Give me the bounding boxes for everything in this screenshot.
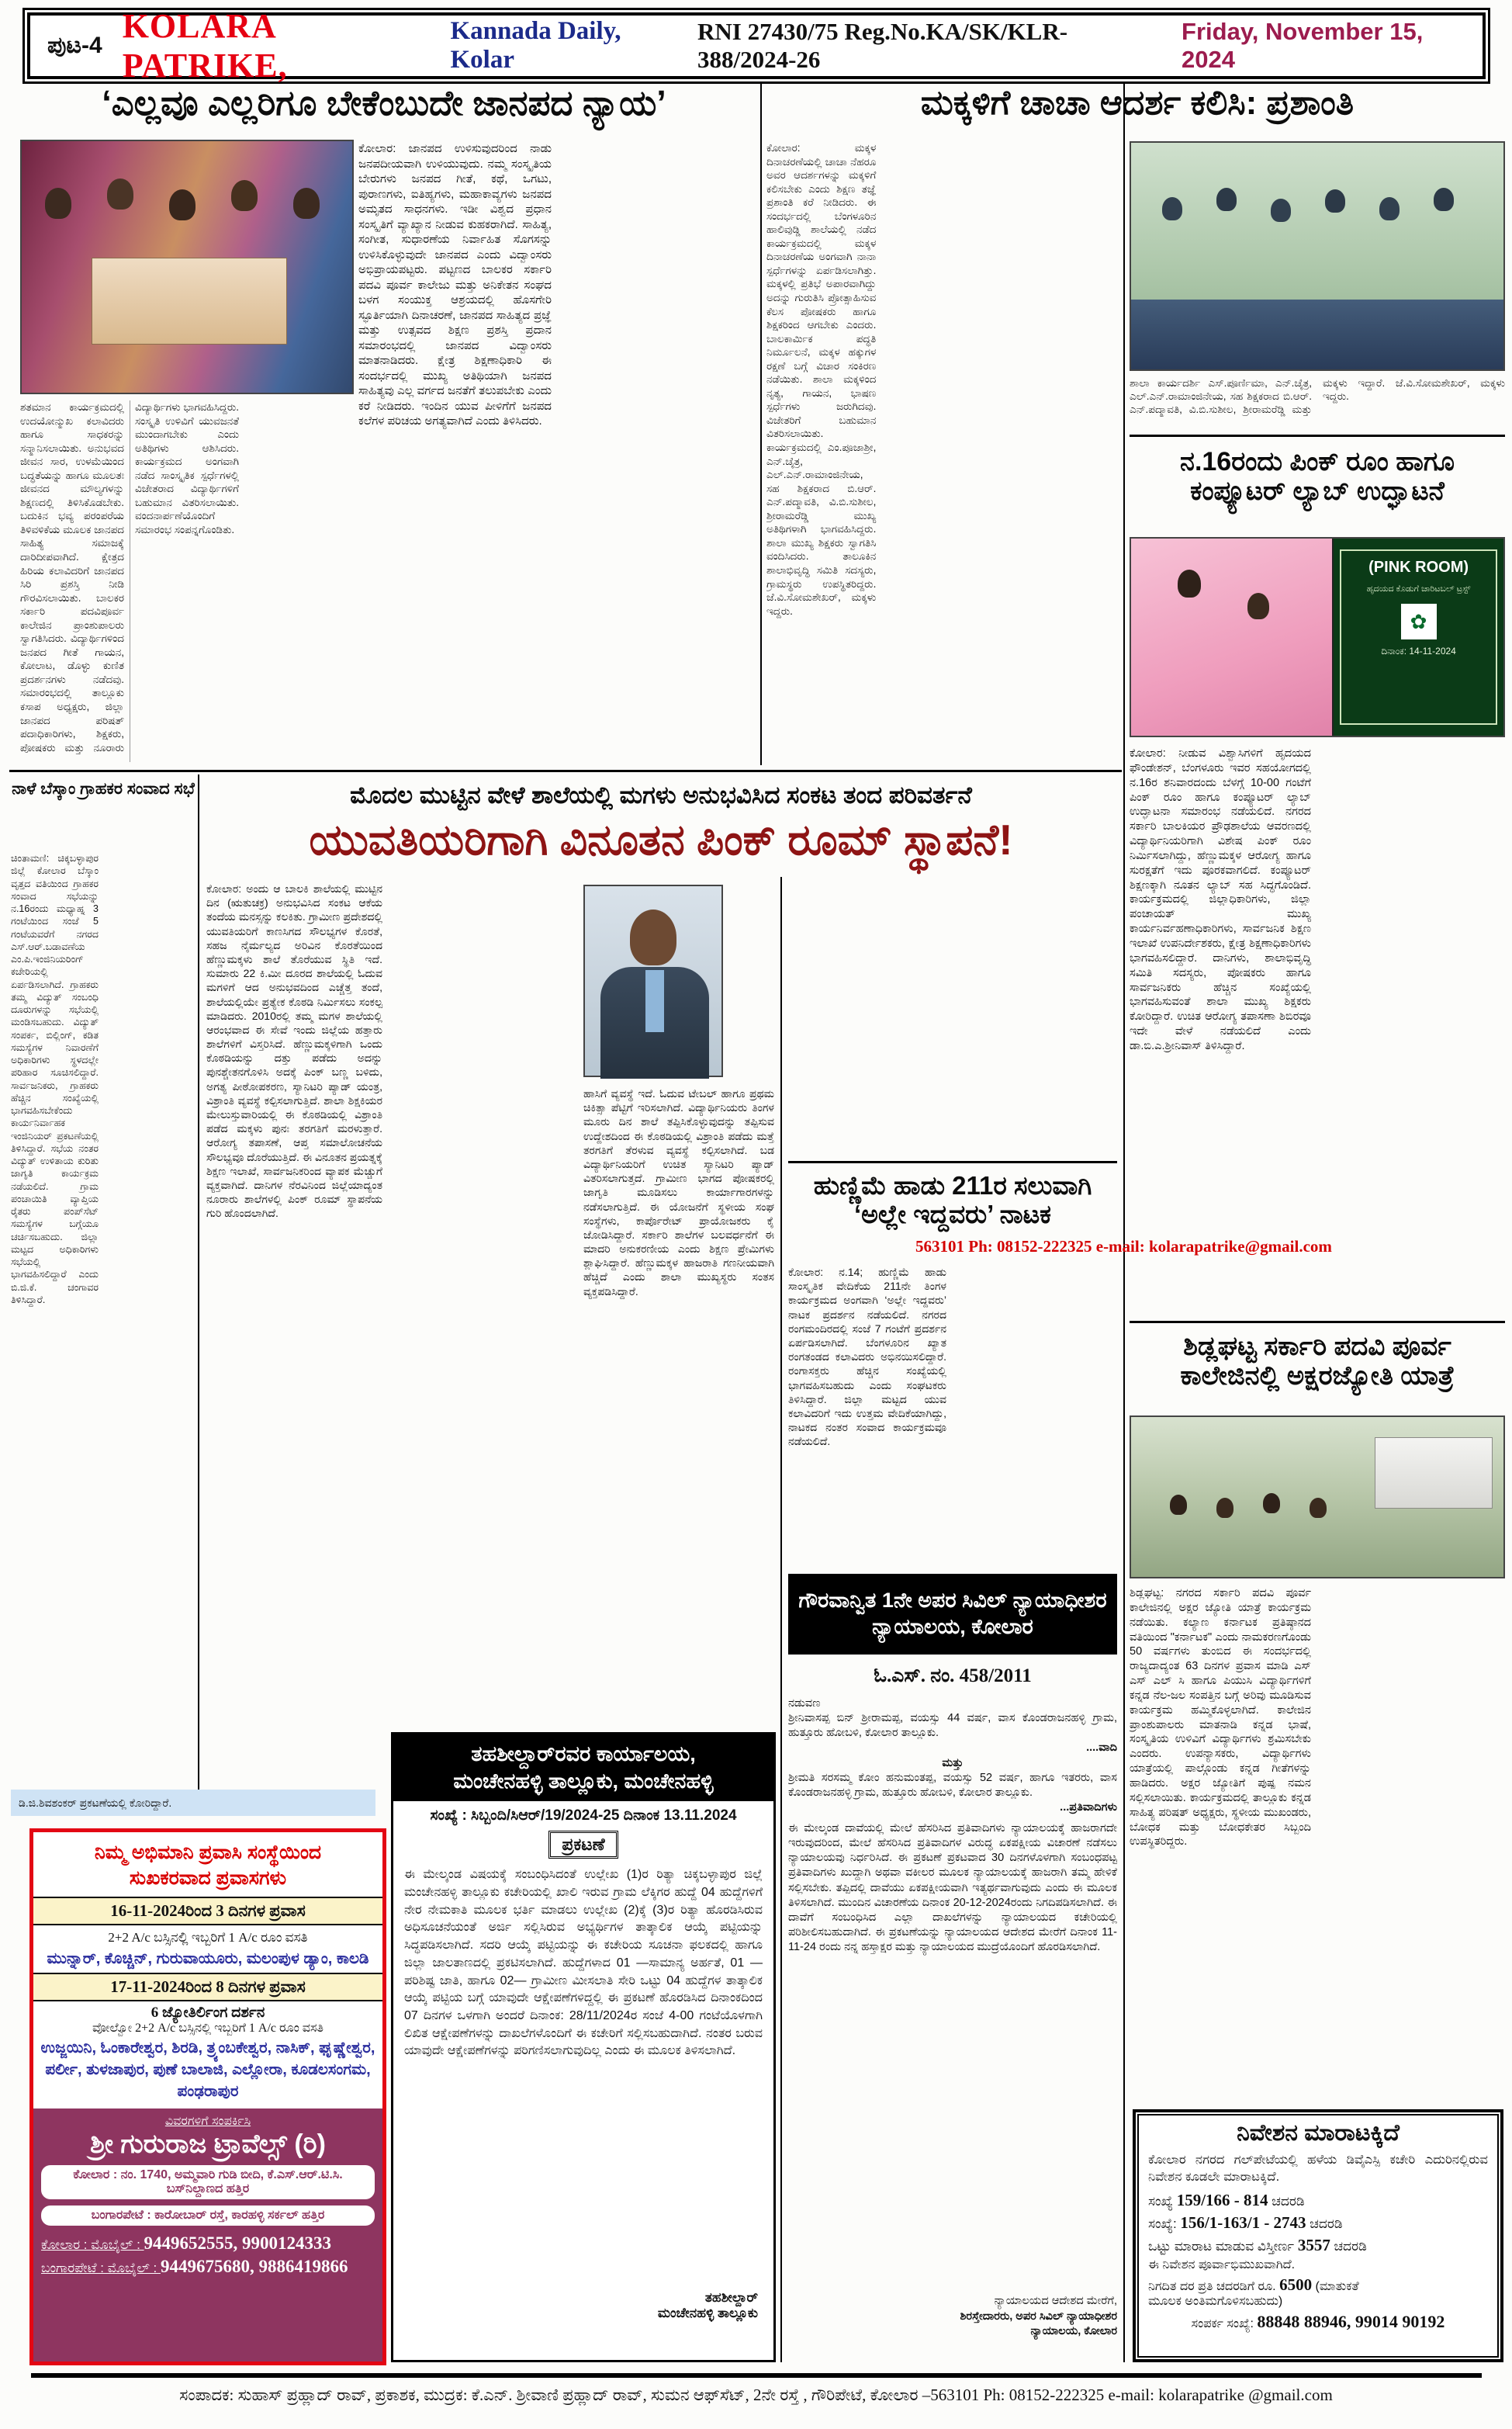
travel-tour2-date-band: 17-11-2024ರಿಂದ 8 ದಿನಗಳ ಪ್ರವಾಸ [33, 1973, 382, 2001]
story-end-highlight: ಡಿ.ಜಿ.ಶಿವಶಂಕರ್ ಪ್ರಕಟಣೆಯಲ್ಲಿ ಕೋರಿದ್ದಾರೆ. [11, 1790, 375, 1816]
court-notice-body: ನಡುವಣ ಶ್ರೀನಿವಾಸಪ್ಪ ಬಿನ್ ಶ್ರೀರಾಮಪ್ಪ, ವಯಸ್ಸು 44 ವರ್ಷ, ವಾಸ ಕೊಂಡರಾಜನಹಳ್ಳಿ ಗ್ರಾಮ, ಹುತ್ತೂರು ಹೋಬಳಿ, ಕೋಲಾರ ತಾಲ್ಲೂಕು. ....ವಾದಿ ಮತ್ತು ಶ್ರೀಮತಿ ಸರಸಮ್ಮ ಕೋಂ ಹನುಮಂತಪ್ಪ, ವಯಸ್ಸು 52 ವರ್ಷ, ಹಾಗೂ ಇತರರು, ವಾಸ ಕೊಂಡರಾಜನಹಳ್ಳಿ ಗ್ರಾಮ, ಹುತ್ತೂರು ಹೋಬಳಿ, ಕೋಲಾರ ತಾಲ್ಲೂಕು. ...ಪ್ರತಿವಾದಿಗಳು ಈ ಮೇಲ್ಕಂಡ ದಾವೆಯಲ್ಲಿ ಮೇಲೆ ಹೆಸರಿಸಿದ ಪ್ರತಿವಾದಿಗಳು ನ್ಯಾಯಾಲಯಕ್ಕೆ ಹಾಜರಾಗದೇ ಇರುವುದರಿಂದ, ಮೇಲೆ ಹೆಸರಿಸಿದ ಪ್ರತಿವಾದಿಗಳ ವಿರುದ್ಧ ಏಕಪಕ್ಷೀಯ ವಿಚಾರಣೆ ನಡೆಸಲು ನ್ಯಾಯಾಲಯವು ನಿರ್ಧರಿಸಿದೆ. ಈ ಪ್ರಕಟಣೆ ಪ್ರಕಟವಾದ 30 ದಿನಗಳೊಳಗಾಗಿ ಸಂಬಂಧಪಟ್ಟ ಪ್ರತಿವಾದಿಗಳು ಖುದ್ದಾಗಿ ಅಥವಾ ವಕೀಲರ ಮೂಲಕ ನ್ಯಾಯಾಲಯಕ್ಕೆ ಹಾಜರಾಗಿ ತಮ್ಮ ಹೇಳಿಕೆ ಸಲ್ಲಿಸಬೇಕು. ತಪ್ಪಿದಲ್ಲಿ ದಾವೆಯು ಏಕಪಕ್ಷೀಯವಾಗಿ ಇತ್ಯರ್ಥವಾಗುವುದು ಎಂದು ಈ ಮೂಲಕ ತಿಳಿಸಲಾಗಿದೆ. ಮುಂದಿನ ವಿಚಾರಣೆಯ ದಿನಾಂಕ 20-12-2024ರಂದು ನಿಗದಿಪಡಿಸಲಾಗಿದೆ. ಈ ದಾವೆಗೆ ಸಂಬಂಧಿಸಿದ ಎಲ್ಲಾ ದಾಖಲೆಗಳನ್ನು ನ್ಯಾಯಾಲಯದ ಕಚೇರಿಯಲ್ಲಿ ಪರಿಶೀಲಿಸಬಹುದಾಗಿದೆ. ಈ ಪ್ರಕಟಣೆಯನ್ನು ನ್ಯಾಯಾಲಯದ ಆದೇಶದ ಮೇರೆಗೆ ದಿನಾಂಕ 11-11-24 ರಂದು ನನ್ನ ಹಸ್ತಾಕ್ಷರ ಮತ್ತು ನ್ಯಾಯಾಲಯದ ಮುದ್ರೆಯೊಂದಿಗೆ ಹೊರಡಿಸಲಾಗಿದೆ. [788, 1697, 1117, 1953]
tahsildar-notice-box [391, 1732, 776, 2362]
headline-folk-justice: ‘ಎಲ್ಲವೂ ಎಲ್ಲರಿಗೂ ಬೇಕೆಂಬುದೇ ಜಾನಪದ ನ್ಯಾಯ’ [102, 83, 666, 123]
notice-label: ಪ್ರಕಟಣೆ [548, 1831, 618, 1859]
pink-room-plaque-line: ಹೃದಯದ ಕೊಡುಗೆ ಚಾರಿಟಬಲ್ ಟ್ರಸ್ಟ್ [1366, 584, 1471, 594]
footer-rule [31, 2373, 1482, 2378]
travel-phone-bangarpet: ಬಂಗಾರಪೇಟೆ : ಮೊಬೈಲ್ : 9449675680, 9886419866 [41, 2256, 348, 2276]
travel-brand-name: ಶ್ರೀ ಗುರುರಾಜ ಟ್ರಾವೆಲ್ಸ್ (ರಿ) [90, 2129, 326, 2159]
section-rule [1130, 435, 1505, 437]
tahsildar-ref-line: ಸಂಖ್ಯೆ : ಸಿಬ್ಬಂದಿ/ಸಿಆರ್/19/2024-25 ದಿನಾಂಕ 13.11.2024 [430, 1807, 737, 1824]
photo-college-group [1130, 1415, 1505, 1578]
photo-children-group [1130, 141, 1505, 371]
headline-bescom-meeting: ನಾಳೆ ಬೆಸ್ಕಾಂ ಗ್ರಾಹಕರ ಸಂವಾದ ಸಭೆ [12, 780, 195, 798]
travel-tour2-note: ವೋಲ್ವೋ 2+2 A/c ಬಸ್ಸಿನಲ್ಲಿ ಇಬ್ಬರಿಗೆ 1 A/c ರೂಂ ವಸತಿ [92, 2022, 324, 2035]
headline-chacha-ideals: ಮಕ್ಕಳಿಗೆ ಚಾಚಾ ಆದರ್ಶ ಕಲಿಸಿ: ಪ್ರಶಾಂತಿ [920, 84, 1355, 122]
site-ad-line4: ಈ ನಿವೇಶನ ಪೂರ್ವಾಭಿಮುಖವಾಗಿದೆ. [1148, 2257, 1296, 2271]
photo-folk-stage-group [20, 140, 354, 394]
rni-registration: RNI 27430/75 Reg.No.KA/SK/KLR-388/2024-26 [697, 18, 1068, 73]
page-number-label: ಪುಟ-4 [47, 33, 102, 58]
aksharajyothi-story-body: ಶಿಡ್ಲಘಟ್ಟ: ನಗರದ ಸರ್ಕಾರಿ ಪದವಿ ಪೂರ್ವ ಕಾಲೇಜಿನಲ್ಲಿ ಅಕ್ಷರ ಜ್ಯೋತಿ ಯಾತ್ರೆ ಕಾರ್ಯಕ್ರಮ ನಡೆಯಿತು. ಕಲ್ಯಾಣ ಕರ್ನಾಟಕ ಪ್ರತಿಷ್ಠಾನದ ವತಿಯಿಂದ "ಕರ್ನಾಟಕ" ಎಂದು ನಾಮಕರಣಗೊಂಡು 50 ವರ್ಷಗಳು ತುಂಬಿದ ಈ ಸಂದರ್ಭದಲ್ಲಿ ರಾಜ್ಯದಾದ್ಯಂತ 63 ದಿನಗಳ ಪ್ರವಾಸ ಮಾಡಿ ಎಸ್ ಎಸ್ ಎಲ್ ಸಿ ಹಾಗೂ ಪಿಯುಸಿ ವಿದ್ಯಾರ್ಥಿಗಳಿಗೆ ಕನ್ನಡ ನೆಲ-ಜಲ ಸಂಪತ್ತಿನ ಬಗ್ಗೆ ಅರಿವು ಮೂಡಿಸುವ ಕಾರ್ಯಕ್ರಮ ಹಮ್ಮಿಕೊಳ್ಳಲಾಗಿದೆ. ಕಾಲೇಜಿನ ಪ್ರಾಂಶುಪಾಲರು ಮಾತನಾಡಿ ಕನ್ನಡ ಭಾಷೆ, ಸಂಸ್ಕೃತಿಯ ಉಳಿವಿಗೆ ವಿದ್ಯಾರ್ಥಿಗಳು ಶ್ರಮಿಸಬೇಕು ಎಂದರು. ಉಪನ್ಯಾಸಕರು, ವಿದ್ಯಾರ್ಥಿಗಳು ಯಾತ್ರೆಯಲ್ಲಿ ಪಾಲ್ಗೊಂಡು ಕನ್ನಡ ಗೀತೆಗಳನ್ನು ಹಾಡಿದರು. ಅಕ್ಷರ ಜ್ಯೋತಿಗೆ ಪುಷ್ಪ ನಮನ ಸಲ್ಲಿಸಲಾಯಿತು. ಕಾರ್ಯಕ್ರಮದಲ್ಲಿ ತಾಲ್ಲೂಕು ಕನ್ನಡ ಸಾಹಿತ್ಯ ಪರಿಷತ್ ಅಧ್ಯಕ್ಷರು, ಸ್ಥಳೀಯ ಮುಖಂಡರು, ಬೋಧಕ ಮತ್ತು ಬೋಧಕೇತರ ಸಿಬ್ಬಂದಿ ಉಪಸ್ಥಿತರಿದ್ದರು. [1130, 1587, 1311, 1849]
column-divider [780, 877, 782, 2362]
pink-room-plaque-date: ದಿನಾಂಕ: 14-11-2024 [1381, 645, 1456, 657]
travel-contact-label: ವಿವರಗಳಿಗೆ ಸಂಪರ್ಕಿಸಿ [164, 2115, 251, 2128]
site-ad-line1: ಸಂಖ್ಯೆ 159/166 - 814 ಚದರಡಿ [1148, 2190, 1305, 2209]
travel-address-bangarpet: ಬಂಗಾರಪೇಟೆ : ಕಾರೋಬಾರ್ ರಸ್ತೆ, ಕಾರಹಳ್ಳಿ ಸರ್ಕಲ್ ಹತ್ತಿರ [41, 2206, 375, 2226]
travel-phone-kolar: ಕೋಲಾರ : ಮೊಬೈಲ್ : 9449652555, 9900124333 [41, 2233, 332, 2253]
press-watermark-line: 563101 Ph: 08152-222325 e-mail: kolarapatrike@gmail.com [915, 1237, 1332, 1256]
travel-tour1-note: 2+2 A/c ಬಸ್ಸಿನಲ್ಲಿ ಇಬ್ಬರಿಗೆ 1 A/c ರೂಂ ವಸತಿ [108, 1930, 308, 1945]
imprint-line: ಸಂಪಾದಕ: ಸುಹಾಸ್ ಪ್ರಹ್ಲಾದ್ ರಾವ್, ಪ್ರಕಾಶಕ, ಮುದ್ರಕ: ಕೆ.ಎನ್. ಶ್ರೀವಾಣಿ ಪ್ರಹ್ಲಾದ್ ರಾವ್, ಸುಮನ ಆಫ್‌ಸೆಟ್, 2ನೇ ರಸ್ತೆ , ಗೌರಿಪೇಟೆ, ಕೋಲಾರ –563101 Ph: 08152-222325 e-mail: kolarapatrike @gmail.com [179, 2386, 1333, 2404]
section-rule [1130, 1321, 1505, 1323]
travel-tour2-places: ಉಜ್ಜಯಿನಿ, ಓಂಕಾರೇಶ್ವರ, ಶಿರಡಿ, ತ್ರ್ಯಂಬಕೇಶ್ವರ, ನಾಸಿಕ್, ಘೃಷ್ಣೇಶ್ವರ, ಪರ್ಲೀ, ತುಳಜಾಪುರ, ಪುಣೆ ಬಾಲಾಜಿ, ಎಲ್ಲೋರಾ, ಕೂಡಲಸಂಗಮ, ಪಂಢರಾಪುರ [40, 2039, 375, 2100]
travel-tour1-places: ಮುನ್ನಾರ್, ಕೊಚ್ಚಿನ್, ಗುರುವಾಯೂರು, ಮಲಂಪುಳ ಡ್ಯಾಂ, ಕಾಲಡಿ [47, 1950, 369, 1967]
section-rule [9, 770, 1122, 772]
paper-brand: KOLARA PATRIKE, [122, 7, 288, 85]
tahsildar-notice-body: ಈ ಮೇಲ್ಕಂಡ ವಿಷಯಕ್ಕೆ ಸಂಬಂಧಿಸಿದಂತೆ ಉಲ್ಲೇಖ (1)ರ ರಿತ್ಯಾ ಚಿಕ್ಕಬಳ್ಳಾಪುರ ಜಿಲ್ಲೆ ಮಂಚೇನಹಳ್ಳಿ ತಾಲ್ಲೂಕು ಕಚೇರಿಯಲ್ಲಿ ಖಾಲಿ ಇರುವ ಗ್ರಾಮ ಲೆಕ್ಕಿಗರ ಹುದ್ದೆ 04 ಹುದ್ದೆಗಳಿಗೆ ನೇರ ನೇಮಕಾತಿ ಮೂಲಕ ಭರ್ತಿ ಮಾಡಲು ಉಲ್ಲೇಖ (2)ಕ್ಕೆ (3)ರ ರಿತ್ಯಾ ಹೊರಡಿಸಿರುವ ಅಧಿಸೂಚನೆಯಂತೆ ಅರ್ಜಿ ಸಲ್ಲಿಸಿರುವ ಅಭ್ಯರ್ಥಿಗಳ ತಾತ್ಕಾಲಿಕ ಆಯ್ಕೆ ಪಟ್ಟಿಯನ್ನು ಸಿದ್ಧಪಡಿಸಲಾಗಿದೆ. ಸದರಿ ಆಯ್ಕೆ ಪಟ್ಟಿಯನ್ನು ಈ ಕಚೇರಿಯ ಸೂಚನಾ ಫಲಕದಲ್ಲಿ ಹಾಗೂ ಜಿಲ್ಲಾ ಜಾಲತಾಣದಲ್ಲಿ ಪ್ರಕಟಿಸಲಾಗಿದೆ. ಹುದ್ದೆಗಳಾದ 01 —ಸಾಮಾನ್ಯ ಅರ್ಹತೆ, 01 — ಪರಿಶಿಷ್ಟ ಜಾತಿ, ಹಾಗೂ 02— ಗ್ರಾಮೀಣ ಮೀಸಲಾತಿ ಸೇರಿ ಒಟ್ಟು 04 ಹುದ್ದೆಗಳ ತಾತ್ಕಾಲಿಕ ಆಯ್ಕೆ ಪಟ್ಟಿಯ ಬಗ್ಗೆ ಯಾವುದೇ ಆಕ್ಷೇಪಣೆಗಳಿದ್ದಲ್ಲಿ ಈ ಪ್ರಕಟಣೆ ಹೊರಡಿಸಿದ ದಿನಾಂಕದಿಂದ 07 ದಿನಗಳ ಒಳಗಾಗಿ ಅಂದರೆ ದಿನಾಂಕ: 28/11/2024ರ ಸಂಜೆ 4-00 ಗಂಟೆಯೊಳಗಾಗಿ ಲಿಖಿತ ಆಕ್ಷೇಪಣೆಗಳನ್ನು ದಾಖಲೆಗಳೊಂದಿಗೆ ಈ ಕಚೇರಿಗೆ ಸಲ್ಲಿಸಬಹುದಾಗಿದೆ. ನಂತರ ಬರುವ ಯಾವುದೇ ಆಕ್ಷೇಪಣೆಗಳನ್ನು ಪರಿಗಣಿಸಲಾಗುವುದಿಲ್ಲ ಎಂದು ಈ ಮೂಲಕ ತಿಳಿಸಲಾಗಿದೆ. [404, 1868, 763, 2058]
court-notice-signature: ನ್ಯಾಯಾಲಯದ ಆದೇಶದ ಮೇರೆಗೆ, ಶಿರಸ್ತೇದಾರರು, ಅಪರ ಸಿವಿಲ್ ನ್ಯಾಯಾಧೀಶರ ನ್ಯಾಯಾಲಯ, ಕೋಲಾರ [960, 2295, 1117, 2338]
travel-tour2-title: 6 ಜ್ಯೋತಿರ್ಲಿಂಗ ದರ್ಶನ [151, 2005, 265, 2021]
photo-pink-room [1130, 537, 1505, 737]
tahsildar-office-header: ತಹಶೀಲ್ದಾರ್‌ರವರ ಕಾರ್ಯಾಲಯ, ಮಂಚೇನಹಳ್ಳಿ ತಾಲ್ಲೂಕು, ಮಂಚೇನಹಳ್ಳಿ [393, 1734, 773, 1801]
travel-ad-title: ನಿಮ್ಮ ಅಭಿಮಾನಿ ಪ್ರವಾಸಿ ಸಂಸ್ಥೆಯಿಂದ ಸುಖಕರವಾದ ಪ್ರವಾಸಗಳು [94, 1842, 322, 1889]
drama-story-body: ಕೋಲಾರ: ನ.14; ಹುಣ್ಣಿಮೆ ಹಾಡು ಸಾಂಸ್ಕೃತಿಕ ವೇದಿಕೆಯ 211ನೇ ತಿಂಗಳ ಕಾರ್ಯಕ್ರಮದ ಅಂಗವಾಗಿ ‘ಅಲ್ಲೇ ಇದ್ದವರು’ ನಾಟಕ ಪ್ರದರ್ಶನ ನಡೆಯಲಿದೆ. ನಗರದ ರಂಗಮಂದಿರದಲ್ಲಿ ಸಂಜೆ 7 ಗಂಟೆಗೆ ಪ್ರದರ್ಶನ ಏರ್ಪಡಿಸಲಾಗಿದೆ. ಬೆಂಗಳೂರಿನ ಖ್ಯಾತ ರಂಗತಂಡದ ಕಲಾವಿದರು ಅಭಿನಯಿಸಲಿದ್ದಾರೆ. ರಂಗಾಸಕ್ತರು ಹೆಚ್ಚಿನ ಸಂಖ್ಯೆಯಲ್ಲಿ ಭಾಗವಹಿಸಬಹುದು ಎಂದು ಸಂಘಟಕರು ತಿಳಿಸಿದ್ದಾರೆ. ಜಿಲ್ಲಾ ಮಟ್ಟದ ಯುವ ಕಲಾವಿದರಿಗೆ ಇದು ಉತ್ತಮ ವೇದಿಕೆಯಾಗಿದ್ದು, ನಾಟಕದ ನಂತರ ಸಂವಾದ ಕಾರ್ಯಕ್ರಮವೂ ನಡೆಯಲಿದೆ. [788, 1266, 946, 1448]
pink-story-right-column: ಹಾಸಿಗೆ ವ್ಯವಸ್ಥೆ ಇದೆ. ಓದುವ ಟೇಬಲ್ ಹಾಗೂ ಪ್ರಥಮ ಚಿಕಿತ್ಸಾ ಪೆಟ್ಟಿಗೆ ಇರಿಸಲಾಗಿದೆ. ವಿದ್ಯಾರ್ಥಿನಿಯರು ತಿಂಗಳ ಮೂರು ದಿನ ಶಾಲೆ ತಪ್ಪಿಸಿಕೊಳ್ಳುವುದನ್ನು ತಪ್ಪಿಸುವ ಉದ್ದೇಶದಿಂದ ಈ ಕೊಠಡಿಯಲ್ಲಿ ವಿಶ್ರಾಂತಿ ಪಡೆದು ಮತ್ತೆ ತರಗತಿಗೆ ತೆರಳುವ ವ್ಯವಸ್ಥೆ ಕಲ್ಪಿಸಲಾಗಿದೆ. ಬಡ ವಿದ್ಯಾರ್ಥಿನಿಯರಿಗೆ ಉಚಿತ ಸ್ಯಾನಿಟರಿ ಪ್ಯಾಡ್ ವಿತರಿಸಲಾಗುತ್ತದೆ. ಗ್ರಾಮೀಣ ಭಾಗದ ಪೋಷಕರಲ್ಲಿ ಜಾಗೃತಿ ಮೂಡಿಸಲು ಕಾರ್ಯಾಗಾರಗಳನ್ನು ನಡೆಸಲಾಗುತ್ತಿದೆ. ಈ ಯೋಜನೆಗೆ ಸ್ಥಳೀಯ ಸಂಘ ಸಂಸ್ಥೆಗಳು, ಕಾರ್ಪೊರೇಟ್ ಪ್ರಾಯೋಜಕರು ಕೈ ಜೋಡಿಸಿದ್ದಾರೆ. ಸರ್ಕಾರಿ ಶಾಲೆಗಳ ಬಲವರ್ಧನೆಗೆ ಈ ಮಾದರಿ ಅನುಕರಣೀಯ ಎಂದು ಶಿಕ್ಷಣ ಪ್ರೇಮಿಗಳು ಶ್ಲಾಘಿಸಿದ್ದಾರೆ. ಹೆಣ್ಣುಮಕ್ಕಳ ಹಾಜರಾತಿ ಗಣನೀಯವಾಗಿ ಹೆಚ್ಚಿದೆ ಎಂದು ಶಾಲಾ ಮುಖ್ಯಸ್ಥರು ಸಂತಸ ವ್ಯಕ್ತಪಡಿಸಿದ್ದಾರೆ. [583, 1087, 774, 1298]
headline-pink-room-main: ಯುವತಿಯರಿಗಾಗಿ ವಿನೂತನ ಪಿಂಕ್ ರೂಮ್ ಸ್ಥಾಪನೆ! [309, 816, 1013, 864]
photo-portrait-man [583, 885, 723, 1077]
travel-brand-section [33, 2108, 382, 2365]
site-sale-ad [1133, 2109, 1503, 2362]
pink-lab-story-body: ಕೋಲಾರ: ನೀಡುವ ವಿಶ್ವಾಸಿಗಳಿಗೆ ಹೃದಯದ ಫೌಂಡೇಶನ್, ಬೆಂಗಳೂರು ಇವರ ಸಹಯೋಗದಲ್ಲಿ ನ.16ರ ಶನಿವಾರದಂದು ಬೆಳಗ್ಗೆ 10-00 ಗಂಟೆಗೆ ಪಿಂಕ್ ರೂಂ ಹಾಗೂ ಕಂಪ್ಯೂಟರ್ ಲ್ಯಾಬ್ ಉದ್ಘಾಟನಾ ಸಮಾರಂಭ ನಡೆಯಲಿದೆ. ನಗರದ ಸರ್ಕಾರಿ ಬಾಲಕಿಯರ ಪ್ರೌಢಶಾಲೆಯ ಆವರಣದಲ್ಲಿ ವಿದ್ಯಾರ್ಥಿನಿಯರಿಗಾಗಿ ವಿಶೇಷ ಪಿಂಕ್ ರೂಂ ನಿರ್ಮಿಸಲಾಗಿದ್ದು, ಹೆಣ್ಣುಮಕ್ಕಳ ಆರೋಗ್ಯ ಹಾಗೂ ಸುರಕ್ಷತೆಗೆ ಇದು ಪೂರಕವಾಗಲಿದೆ. ಕಂಪ್ಯೂಟರ್ ಶಿಕ್ಷಣಕ್ಕಾಗಿ ನೂತನ ಲ್ಯಾಬ್ ಸಹ ಸಿದ್ಧಗೊಂಡಿದೆ. ಕಾರ್ಯಕ್ರಮದಲ್ಲಿ ಜಿಲ್ಲಾಧಿಕಾರಿಗಳು, ಜಿಲ್ಲಾ ಪಂಚಾಯತ್ ಮುಖ್ಯ ಕಾರ್ಯನಿರ್ವಹಣಾಧಿಕಾರಿಗಳು, ಸಾರ್ವಜನಿಕ ಶಿಕ್ಷಣ ಇಲಾಖೆ ಉಪನಿರ್ದೇಶಕರು, ಕ್ಷೇತ್ರ ಶಿಕ್ಷಣಾಧಿಕಾರಿಗಳು ಭಾಗವಹಿಸಲಿದ್ದಾರೆ. ದಾನಿಗಳು, ಶಾಲಾಭಿವೃದ್ಧಿ ಸಮಿತಿ ಸದಸ್ಯರು, ಪೋಷಕರು ಹಾಗೂ ಸಾರ್ವಜನಿಕರು ಹೆಚ್ಚಿನ ಸಂಖ್ಯೆಯಲ್ಲಿ ಭಾಗವಹಿಸುವಂತೆ ಶಾಲಾ ಮುಖ್ಯ ಶಿಕ್ಷಕರು ಕೋರಿದ್ದಾರೆ. ಉಚಿತ ಆರೋಗ್ಯ ತಪಾಸಣಾ ಶಿಬಿರವೂ ಇದೇ ವೇಳೆ ನಡೆಯಲಿದೆ ಎಂದು ಡಾ.ಬಿ.ಎ.ಶ್ರೀನಿವಾಸ್ ತಿಳಿಸಿದ್ದಾರೆ. [1130, 747, 1311, 1052]
headline-drama: ಹುಣ್ಣಿಮೆ ಹಾಡು 211ರ ಸಲುವಾಗಿ ‘ಅಲ್ಲೇ ಇದ್ದವರು’ ನಾಟಕ [813, 1171, 1092, 1228]
headline-aksharajyothi: ಶಿಡ್ಲಘಟ್ಟ ಸರ್ಕಾರಿ ಪದವಿ ಪೂರ್ವ ಕಾಲೇಜಿನಲ್ಲಿ ಅಕ್ಷರಜ್ಯೋತಿ ಯಾತ್ರೆ [1180, 1332, 1455, 1391]
bescom-story-body: ಚಿಂತಾಮಣಿ: ಚಿಕ್ಕಬಳ್ಳಾಪುರ ಜಿಲ್ಲೆ ಕೋಲಾರ ಬೆಸ್ಕಾಂ ವೃತ್ತದ ವತಿಯಿಂದ ಗ್ರಾಹಕರ ಸಂವಾದ ಸಭೆಯನ್ನು ನ.16ರಂದು ಮಧ್ಯಾಹ್ನ 3 ಗಂಟೆಯಿಂದ ಸಂಜೆ 5 ಗಂಟೆಯವರೆಗೆ ನಗರದ ಎಸ್.ಆರ್.ಬಡಾವಣೆಯ ಎಂ.ಪಿ.ಇಂಜಿನಿಯರಿಂಗ್ ಕಚೇರಿಯಲ್ಲಿ ಏರ್ಪಡಿಸಲಾಗಿದೆ. ಗ್ರಾಹಕರು ತಮ್ಮ ವಿದ್ಯುತ್ ಸಂಬಂಧಿ ದೂರುಗಳನ್ನು ಸಭೆಯಲ್ಲಿ ಮಂಡಿಸಬಹುದು. ವಿದ್ಯುತ್ ಸಂಪರ್ಕ, ಬಿಲ್ಲಿಂಗ್, ಕಡಿತ ಸಮಸ್ಯೆಗಳ ನಿವಾರಣೆಗೆ ಅಧಿಕಾರಿಗಳು ಸ್ಥಳದಲ್ಲೇ ಪರಿಹಾರ ಸೂಚಿಸಲಿದ್ದಾರೆ. ಸಾರ್ವಜನಿಕರು, ಗ್ರಾಹಕರು ಹೆಚ್ಚಿನ ಸಂಖ್ಯೆಯಲ್ಲಿ ಭಾಗವಹಿಸಬೇಕೆಂದು ಕಾರ್ಯನಿರ್ವಾಹಕ ಇಂಜಿನಿಯರ್ ಪ್ರಕಟಣೆಯಲ್ಲಿ ತಿಳಿಸಿದ್ದಾರೆ. ಸಭೆಯ ನಂತರ ವಿದ್ಯುತ್ ಉಳಿತಾಯ ಕುರಿತು ಜಾಗೃತಿ ಕಾರ್ಯಕ್ರಮ ನಡೆಯಲಿದೆ. ಗ್ರಾಮ ಪಂಚಾಯಿತಿ ವ್ಯಾಪ್ತಿಯ ರೈತರು ಪಂಪ್‌ಸೆಟ್ ಸಮಸ್ಯೆಗಳ ಬಗ್ಗೆಯೂ ಚರ್ಚಿಸಬಹುದು. ಜಿಲ್ಲಾ ಮಟ್ಟದ ಅಧಿಕಾರಿಗಳು ಸಭೆಯಲ್ಲಿ ಭಾಗವಹಿಸಲಿದ್ದಾರೆ ಎಂದು ಬಿ.ಜಿ.ಕೆ. ಚಂಗಾವರ ತಿಳಿಸಿದ್ದಾರೆ. [11, 853, 99, 1305]
column-divider [198, 774, 199, 1807]
headline-pink-lab-opening: ನ.16ರಂದು ಪಿಂಕ್ ರೂಂ ಹಾಗೂ ಕಂಪ್ಯೂಟರ್ ಲ್ಯಾಬ್ ಉದ್ಘಾಟನೆ [1180, 447, 1455, 507]
pink-story-left-columns: ಕೋಲಾರ: ಅಂದು ಆ ಬಾಲಕಿ ಶಾಲೆಯಲ್ಲಿ ಮುಟ್ಟಿನ ದಿನ (ಋತುಚಕ್ರ) ಅನುಭವಿಸಿದ ಸಂಕಟ ಆಕೆಯ ತಂದೆಯ ಮನಸ್ಸನ್ನು ಕಲಕಿತು. ಗ್ರಾಮೀಣ ಪ್ರದೇಶದಲ್ಲಿ ಯುವತಿಯರಿಗೆ ಕಾಣಸಿಗದ ಸೌಲಭ್ಯಗಳ ಕೊರತೆ, ಸಹಜ ನೈರ್ಮಲ್ಯದ ಅರಿವಿನ ಕೊರತೆಯಿಂದ ಹೆಣ್ಣುಮಕ್ಕಳು ಶಾಲೆ ತೊರೆಯುವ ಸ್ಥಿತಿ ಇದೆ. ಸುಮಾರು 22 ಕಿ.ಮೀ ದೂರದ ಶಾಲೆಯಲ್ಲಿ ಓದುವ ಮಗಳಿಗೆ ಆದ ಅನುಭವದಿಂದ ಎಚ್ಚೆತ್ತ ತಂದೆ, ಶಾಲೆಯಲ್ಲಿಯೇ ಪ್ರತ್ಯೇಕ ಕೊಠಡಿ ನಿರ್ಮಿಸಲು ಸಂಕಲ್ಪ ಮಾಡಿದರು. 2010ರಲ್ಲಿ ತಮ್ಮ ಮಗಳ ಶಾಲೆಯಲ್ಲಿ ಆರಂಭವಾದ ಈ ಸೇವೆ ಇಂದು ಜಿಲ್ಲೆಯ ಹತ್ತಾರು ಶಾಲೆಗಳಿಗೆ ವಿಸ್ತರಿಸಿದೆ. ಹೆಣ್ಣುಮಕ್ಕಳಿಗಾಗಿ ಒಂದು ಕೊಠಡಿಯನ್ನು ದತ್ತು ಪಡೆದು ಅದನ್ನು ಪುನಶ್ಚೇತನಗೊಳಿಸಿ ಅದಕ್ಕೆ ಪಿಂಕ್ ಬಣ್ಣ ಬಳಿದು, ಅಗತ್ಯ ಪೀಠೋಪಕರಣ, ಸ್ಯಾನಿಟರಿ ಪ್ಯಾಡ್ ಯಂತ್ರ, ವಿಶ್ರಾಂತಿ ವ್ಯವಸ್ಥೆ ಕಲ್ಪಿಸಲಾಗುತ್ತಿದೆ. ಶಾಲಾ ಶಿಕ್ಷಕಿಯರ ಮೇಲುಸ್ತುವಾರಿಯಲ್ಲಿ ಈ ಕೊಠಡಿಯಲ್ಲಿ ವಿಶ್ರಾಂತಿ ಪಡೆದ ಮಕ್ಕಳು ಪುನಃ ತರಗತಿಗೆ ಮರಳುತ್ತಾರೆ. ಆರೋಗ್ಯ ತಪಾಸಣೆ, ಆಪ್ತ ಸಮಾಲೋಚನೆಯ ಸೌಲಭ್ಯವೂ ದೊರೆಯುತ್ತಿದೆ. ಈ ವಿನೂತನ ಪ್ರಯತ್ನಕ್ಕೆ ಶಿಕ್ಷಣ ಇಲಾಖೆ, ಸಾರ್ವಜನಿಕರಿಂದ ವ್ಯಾಪಕ ಮೆಚ್ಚುಗೆ ವ್ಯಕ್ತವಾಗಿದೆ. ದಾನಿಗಳ ನೆರವಿನಿಂದ ಜಿಲ್ಲೆಯಾದ್ಯಂತ ನೂರಾರು ಶಾಲೆಗಳಲ್ಲಿ ಪಿಂಕ್ ರೂಮ್ ಸ್ಥಾಪನೆಯ ಗುರಿ ಹೊಂದಲಾಗಿದೆ. [206, 882, 382, 1220]
column-divider [760, 84, 762, 765]
travel-ad [29, 1828, 386, 2365]
section-rule [788, 1161, 1117, 1163]
pink-room-plaque-title: (PINK ROOM) [1368, 559, 1469, 576]
issue-date: Friday, November 15, 2024 [1182, 18, 1424, 73]
site-ad-line5: ನಿಗದಿತ ದರ ಪ್ರತಿ ಚದರಡಿಗೆ ರೂ. 6500 (ಮಾತುಕತೆ [1148, 2275, 1359, 2294]
folk-story-lead: ಕೋಲಾರ: ಜಾನಪದ ಉಳಿಸುವುದರಿಂದ ನಾಡು ಜನಪದೀಯವಾಗಿ ಉಳಿಯುವುದು. ನಮ್ಮ ಸಂಸ್ಕೃತಿಯ ಬೇರುಗಳು ಜನಪದ ಗೀತೆ, ಕಥೆ, ಒಗಟು, ಪುರಾಣಗಳು, ಐತಿಹ್ಯಗಳು, ಮಹಾಕಾವ್ಯಗಳು ಜನಪದ ಅಮೃತದ ಸಾಧನಗಳು. ಇಡೀ ವಿಶ್ವದ ಪ್ರಧಾನ ಸಂಸ್ಕೃತಿಗೆ ವ್ಯಾಖ್ಯಾನ ನೀಡುವ ಕುಹಕರಾಗಿದೆ. ಸಾಹಿತ್ಯ, ಸಂಗೀತ, ಸುಧಾರಣೆಯ ನಿರ್ವಾಹಿತ ಸೊಗಸನ್ನು ಉಳಿಸಿಕೊಳ್ಳುವುದೇ ಜಾನಪದ ಎಂದು ವಿದ್ವಾಂಸರು ಅಭಿಪ್ರಾಯಪಟ್ಟರು. ಪಟ್ಟಣದ ಬಾಲಕರ ಸರ್ಕಾರಿ ಪದವಿ ಪೂರ್ವ ಕಾಲೇಜು ಮತ್ತು ಅನಿಕೇತನ ಸಂಘದ ಬಳಗ ಸಂಯುಕ್ತ ಆಶ್ರಯದಲ್ಲಿ ಹೊಸಗೇರಿ ಸ್ಫೂರ್ತಿಯಾಗಿ ದಿನಾಚರಣೆ, ಜಾನಪದ ಸಾಹಿತ್ಯದ ಪ್ರಜ್ಞೆ ಮತ್ತು ಉತ್ಸವದ ಶಿಕ್ಷಣ ಪ್ರಶಸ್ತಿ ಪ್ರದಾನ ಸಮಾರಂಭದಲ್ಲಿ ಜಾನಪದ ವಿದ್ವಾಂಸರು ಮಾತನಾಡಿದರು. ಕ್ಷೇತ್ರ ಶಿಕ್ಷಣಾಧಿಕಾರಿ ಈ ಸಂದರ್ಭದಲ್ಲಿ ಮುಖ್ಯ ಅತಿಥಿಯಾಗಿ ಜನಪದ ಸಾಹಿತ್ಯವು ಎಲ್ಲ ವರ್ಗದ ಜನತೆಗೆ ತಲುಪಬೇಕು ಎಂದು ಕರೆ ನೀಡಿದರು. ಇಂದಿನ ಯುವ ಪೀಳಿಗೆಗೆ ಜನಪದ ಕಲೆಗಳ ಪರಿಚಯ ಅಗತ್ಯವಾಗಿದೆ ಎಂದು ತಿಳಿಸಿದರು. [358, 142, 552, 428]
paper-tagline: Kannada Daily, Kolar [450, 17, 621, 74]
travel-address-kolar: ಕೋಲಾರ : ನಂ. 1740, ಅಮ್ಮವಾರಿ ಗುಡಿ ಬೀದಿ, ಕೆ.ಎಸ್.ಆರ್.ಟಿ.ಸಿ. ಬಸ್‌ನಿಲ್ದಾಣದ ಹತ್ತಿರ [41, 2165, 375, 2199]
site-ad-intro: ಕೋಲಾರ ನಗರದ ಗಲ್‌ಪೇಟೆಯಲ್ಲಿ ಹಳೆಯ ಡಿವೈಎಸ್ಪಿ ಕಚೇರಿ ಎದುರಿನಲ್ಲಿರುವ ನಿವೇಶನ ಕೂಡಲೇ ಮಾರಾಟಕ್ಕಿದೆ. [1148, 2153, 1488, 2185]
masthead [27, 7, 1486, 85]
notice-label-wrap [393, 1831, 773, 1859]
folk-story-continued: ಶತಮಾನ ಕಾರ್ಯಕ್ರಮದಲ್ಲಿ ಉದಯೋನ್ಮುಖ ಕಲಾವಿದರು ಹಾಗೂ ಸಾಧಕರನ್ನು ಸನ್ಮಾನಿಸಲಾಯಿತು. ಅನುಭವದ ಜೀವನ ಸಾರ, ಉಳಮೆಯಿಂದ ಬದ್ಧತೆಯನ್ನು ಹಾಗೂ ಮೂಲತಃ ಜೀವನದ ಮೌಲ್ಯಗಳನ್ನು ಶಿಕ್ಷಣದಲ್ಲಿ ತಿಳಿಸಿಕೊಡಬೇಕು. ಬದುಕಿನ ಭವ್ಯ ಪರಂಪರೆಯ ತಿಳಿವಳಿಕೆಯ ಮೂಲಕ ಜಾನಪದ ಸಾಹಿತ್ಯ ಸಮಾಜಕ್ಕೆ ದಾರಿದೀಪವಾಗಿದೆ. ಕ್ಷೇತ್ರದ ಹಿರಿಯ ಕಲಾವಿದರಿಗೆ ಜಾನಪದ ಸಿರಿ ಪ್ರಶಸ್ತಿ ನೀಡಿ ಗೌರವಿಸಲಾಯಿತು. ಬಾಲಕರ ಸರ್ಕಾರಿ ಪದವಿಪೂರ್ವ ಕಾಲೇಜಿನ ಪ್ರಾಂಶುಪಾಲರು ಸ್ವಾಗತಿಸಿದರು. ವಿದ್ಯಾರ್ಥಿಗಳಿಂದ ಜನಪದ ಗೀತೆ ಗಾಯನ, ಕೋಲಾಟ, ಡೊಳ್ಳು ಕುಣಿತ ಪ್ರದರ್ಶನಗಳು ನಡೆದವು. ಸಮಾರಂಭದಲ್ಲಿ ತಾಲ್ಲೂಕು ಕಸಾಪ ಅಧ್ಯಕ್ಷರು, ಜಿಲ್ಲಾ ಜಾನಪದ ಪರಿಷತ್ ಪದಾಧಿಕಾರಿಗಳು, ಶಿಕ್ಷಕರು, ಪೋಷಕರು ಮತ್ತು ನೂರಾರು ವಿದ್ಯಾರ್ಥಿಗಳು ಭಾಗವಹಿಸಿದ್ದರು. ಸಂಸ್ಕೃತಿ ಉಳಿವಿಗೆ ಯುವಜನತೆ ಮುಂದಾಗಬೇಕು ಎಂದು ಅತಿಥಿಗಳು ಆಶಿಸಿದರು. ಕಾರ್ಯಕ್ರಮದ ಅಂಗವಾಗಿ ನಡೆದ ಸಾಂಸ್ಕೃತಿಕ ಸ್ಪರ್ಧೆಗಳಲ್ಲಿ ವಿಜೇತರಾದ ವಿದ್ಯಾರ್ಥಿಗಳಿಗೆ ಬಹುಮಾನ ವಿತರಿಸಲಾಯಿತು. ವಂದನಾರ್ಪಣೆಯೊಂದಿಗೆ ಸಮಾರಂಭ ಸಂಪನ್ನಗೊಂಡಿತು. [20, 401, 239, 754]
court-case-number: ಓ.ಎಸ್. ನಂ. 458/2011 [874, 1665, 1032, 1686]
column-divider [1123, 84, 1125, 2362]
site-ad-contact: ಸಂಪರ್ಕ ಸಂಖ್ಯೆ: 88848 88946, 99014 90192 [1191, 2311, 1445, 2331]
site-ad-title: ನಿವೇಶನ ಮಾರಾಟಕ್ಕಿದೆ [1237, 2120, 1400, 2146]
pink-story-strap: ಮೊದಲ ಮುಟ್ಟಿನ ವೇಳೆ ಶಾಲೆಯಲ್ಲಿ ಮಗಳು ಅನುಭವಿಸಿದ ಸಂಕಟ ತಂದ ಪರಿವರ್ತನೆ [350, 781, 972, 809]
trust-logo-icon: ✿ [1401, 604, 1437, 639]
site-ad-line6: ಮೂಲಕ ಅಂತಿಮಗೊಳಿಸಬಹುದು) [1148, 2294, 1283, 2308]
tahsildar-signature: ತಹಶೀಲ್ದಾರ್ ಮಂಚೇನಹಳ್ಳಿ ತಾಲ್ಲೂಕು [657, 2290, 758, 2321]
site-ad-line3: ಒಟ್ಟು ಮಾರಾಟ ಮಾಡುವ ವಿಸ್ತೀರ್ಣ 3557 ಚದರಡಿ [1148, 2235, 1367, 2254]
chacha-story-body: ಕೋಲಾರ: ಮಕ್ಕಳ ದಿನಾಚರಣೆಯಲ್ಲಿ ಚಾಚಾ ನೆಹರೂ ಅವರ ಆದರ್ಶಗಳನ್ನು ಮಕ್ಕಳಿಗೆ ಕಲಿಸಬೇಕು ಎಂದು ಶಿಕ್ಷಣ ತಜ್ಞೆ ಪ್ರಶಾಂತಿ ಕರೆ ನೀಡಿದರು. ಈ ಸಂದರ್ಭದಲ್ಲಿ ಬೆಂಗಳೂರಿನ ಹಾಲಿವುಡ್ಡಿ ಶಾಲೆಯಲ್ಲಿ ನಡೆದ ಕಾರ್ಯಕ್ರಮದಲ್ಲಿ ಮಕ್ಕಳ ದಿನಾಚರಣೆಯ ಅಂಗವಾಗಿ ನಾನಾ ಸ್ಪರ್ಧೆಗಳನ್ನು ಏರ್ಪಡಿಸಲಾಗಿತ್ತು. ಮಕ್ಕಳಲ್ಲಿ ಪ್ರತಿಭೆ ಅಪಾರವಾಗಿದ್ದು ಅದನ್ನು ಗುರುತಿಸಿ ಪ್ರೋತ್ಸಾಹಿಸುವ ಕೆಲಸ ಪೋಷಕರು ಹಾಗೂ ಶಿಕ್ಷಕರಿಂದ ಆಗಬೇಕು ಎಂದರು. ಬಾಲಕಾರ್ಮಿಕ ಪದ್ಧತಿ ನಿರ್ಮೂಲನೆ, ಮಕ್ಕಳ ಹಕ್ಕುಗಳ ರಕ್ಷಣೆ ಬಗ್ಗೆ ವಿಚಾರ ಸಂಕಿರಣ ನಡೆಯಿತು. ಶಾಲಾ ಮಕ್ಕಳಿಂದ ನೃತ್ಯ, ಗಾಯನ, ಭಾಷಣ ಸ್ಪರ್ಧೆಗಳು ಜರುಗಿದವು. ವಿಜೇತರಿಗೆ ಬಹುಮಾನ ವಿತರಿಸಲಾಯಿತು. ಕಾರ್ಯಕ್ರಮದಲ್ಲಿ ಎಂ.ಪೂಜಾಶ್ರೀ, ಎನ್.ಚೈತ್ರ, ಎಲ್.ಎನ್.ರಾಮಾಂಜಿನೇಯ, ಸಹ ಶಿಕ್ಷಕರಾದ ಬಿ.ಆರ್. ಎನ್.ಪದ್ಮಾವತಿ, ವಿ.ಬಿ.ಸುಶೀಲ, ಶ್ರೀರಾಮರೆಡ್ಡಿ ಮುಖ್ಯ ಅತಿಥಿಗಳಾಗಿ ಭಾಗವಹಿಸಿದ್ದರು. ಶಾಲಾ ಮುಖ್ಯ ಶಿಕ್ಷಕರು ಸ್ವಾಗತಿಸಿ ವಂದಿಸಿದರು. ತಾಲೂಕಿನ ಶಾಲಾಭಿವೃದ್ಧಿ ಸಮಿತಿ ಸದಸ್ಯರು, ಗ್ರಾಮಸ್ಥರು ಉಪಸ್ಥಿತರಿದ್ದರು. ಜೆ.ವಿ.ಸೋಮಶೇಖರ್, ಮಕ್ಕಳು ಇದ್ದರು. [766, 142, 877, 617]
travel-tour1-date-band: 16-11-2024ರಿಂದ 3 ದಿನಗಳ ಪ್ರವಾಸ [33, 1897, 382, 1925]
court-notice-header: ಗೌರವಾನ್ವಿತ 1ನೇ ಅಪರ ಸಿವಿಲ್ ನ್ಯಾಯಾಧೀಶರ ನ್ಯಾಯಾಲಯ, ಕೋಲಾರ [788, 1574, 1117, 1655]
site-ad-line2: ಸಂಖ್ಯೆ: 156/1-163/1 - 2743 ಚದರಡಿ [1148, 2212, 1343, 2232]
children-photo-caption: ಶಾಲಾ ಕಾರ್ಯದರ್ಶಿ ಎಸ್.ಪೂರ್ಣಿಮಾ, ಎನ್.ಚೈತ್ರ, ಎಲ್.ಎನ್.ರಾಮಾಂಜಿನೇಯ, ಸಹ ಶಿಕ್ಷಕರಾದ ಬಿ.ಆರ್. ಎನ್.ಪದ್ಮಾವತಿ, ವಿ.ಬಿ.ಸುಶೀಲ, ಶ್ರೀರಾಮರೆಡ್ಡಿ ಮತ್ತು ಮಕ್ಕಳು ಇದ್ದಾರೆ. ಜೆ.ವಿ.ಸೋಮಶೇಖರ್, ಮಕ್ಕಳು ಇದ್ದರು. [1130, 377, 1505, 415]
